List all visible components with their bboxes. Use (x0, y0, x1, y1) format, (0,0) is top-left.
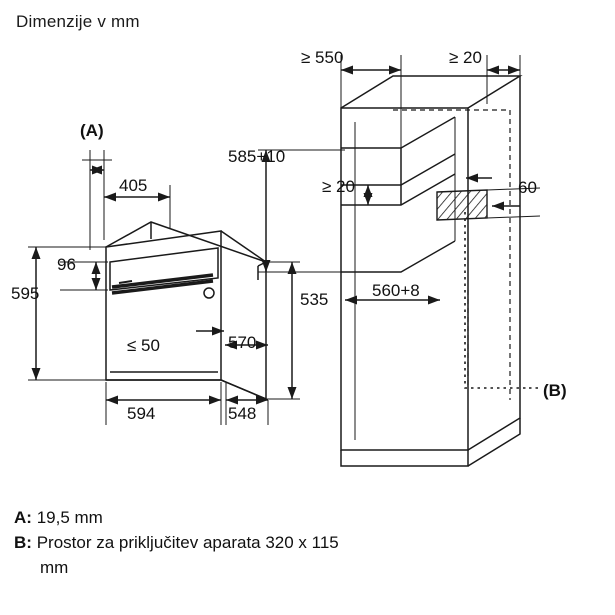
label-20-top: ≥ 20 (449, 48, 482, 67)
page-title: Dimenzije v mm (16, 12, 140, 31)
label-60: 60 (518, 178, 537, 197)
label-570: 570 (228, 333, 257, 352)
label-585: 585+10 (228, 147, 286, 166)
legend-row-a (14, 505, 604, 530)
legend-row-b (14, 530, 604, 580)
label-535: 535 (300, 290, 329, 309)
label-405: 405 (119, 176, 148, 195)
label-548: 548 (228, 404, 257, 423)
legend-key-a: A: (14, 508, 32, 527)
legend-value-a: 19,5 mm (36, 508, 103, 527)
legend-value-b-cont: mm (40, 558, 69, 577)
label-20-shelf: ≥ 20 (322, 177, 355, 196)
legend-key-b: B: (14, 533, 32, 552)
label-560: 560+8 (372, 281, 420, 300)
dim-585 (258, 150, 345, 272)
oven-front-face (106, 231, 221, 380)
label-594: 594 (127, 404, 156, 423)
dim-A (82, 150, 112, 250)
label-50: ≤ 50 (127, 336, 160, 355)
legend (14, 505, 604, 580)
vent-hatch (437, 190, 487, 220)
label-96: 96 (57, 255, 76, 274)
cabinet-outline (341, 76, 520, 466)
dim-594 (106, 382, 221, 425)
label-595: 595 (11, 284, 40, 303)
legend-value-b: Prostor za priključitev aparata 320 x 115 (36, 533, 339, 552)
label-a-marker: (A) (80, 121, 104, 140)
label-550: ≥ 550 (301, 48, 344, 67)
label-b-marker: (B) (543, 381, 567, 400)
dim-535 (266, 262, 300, 399)
